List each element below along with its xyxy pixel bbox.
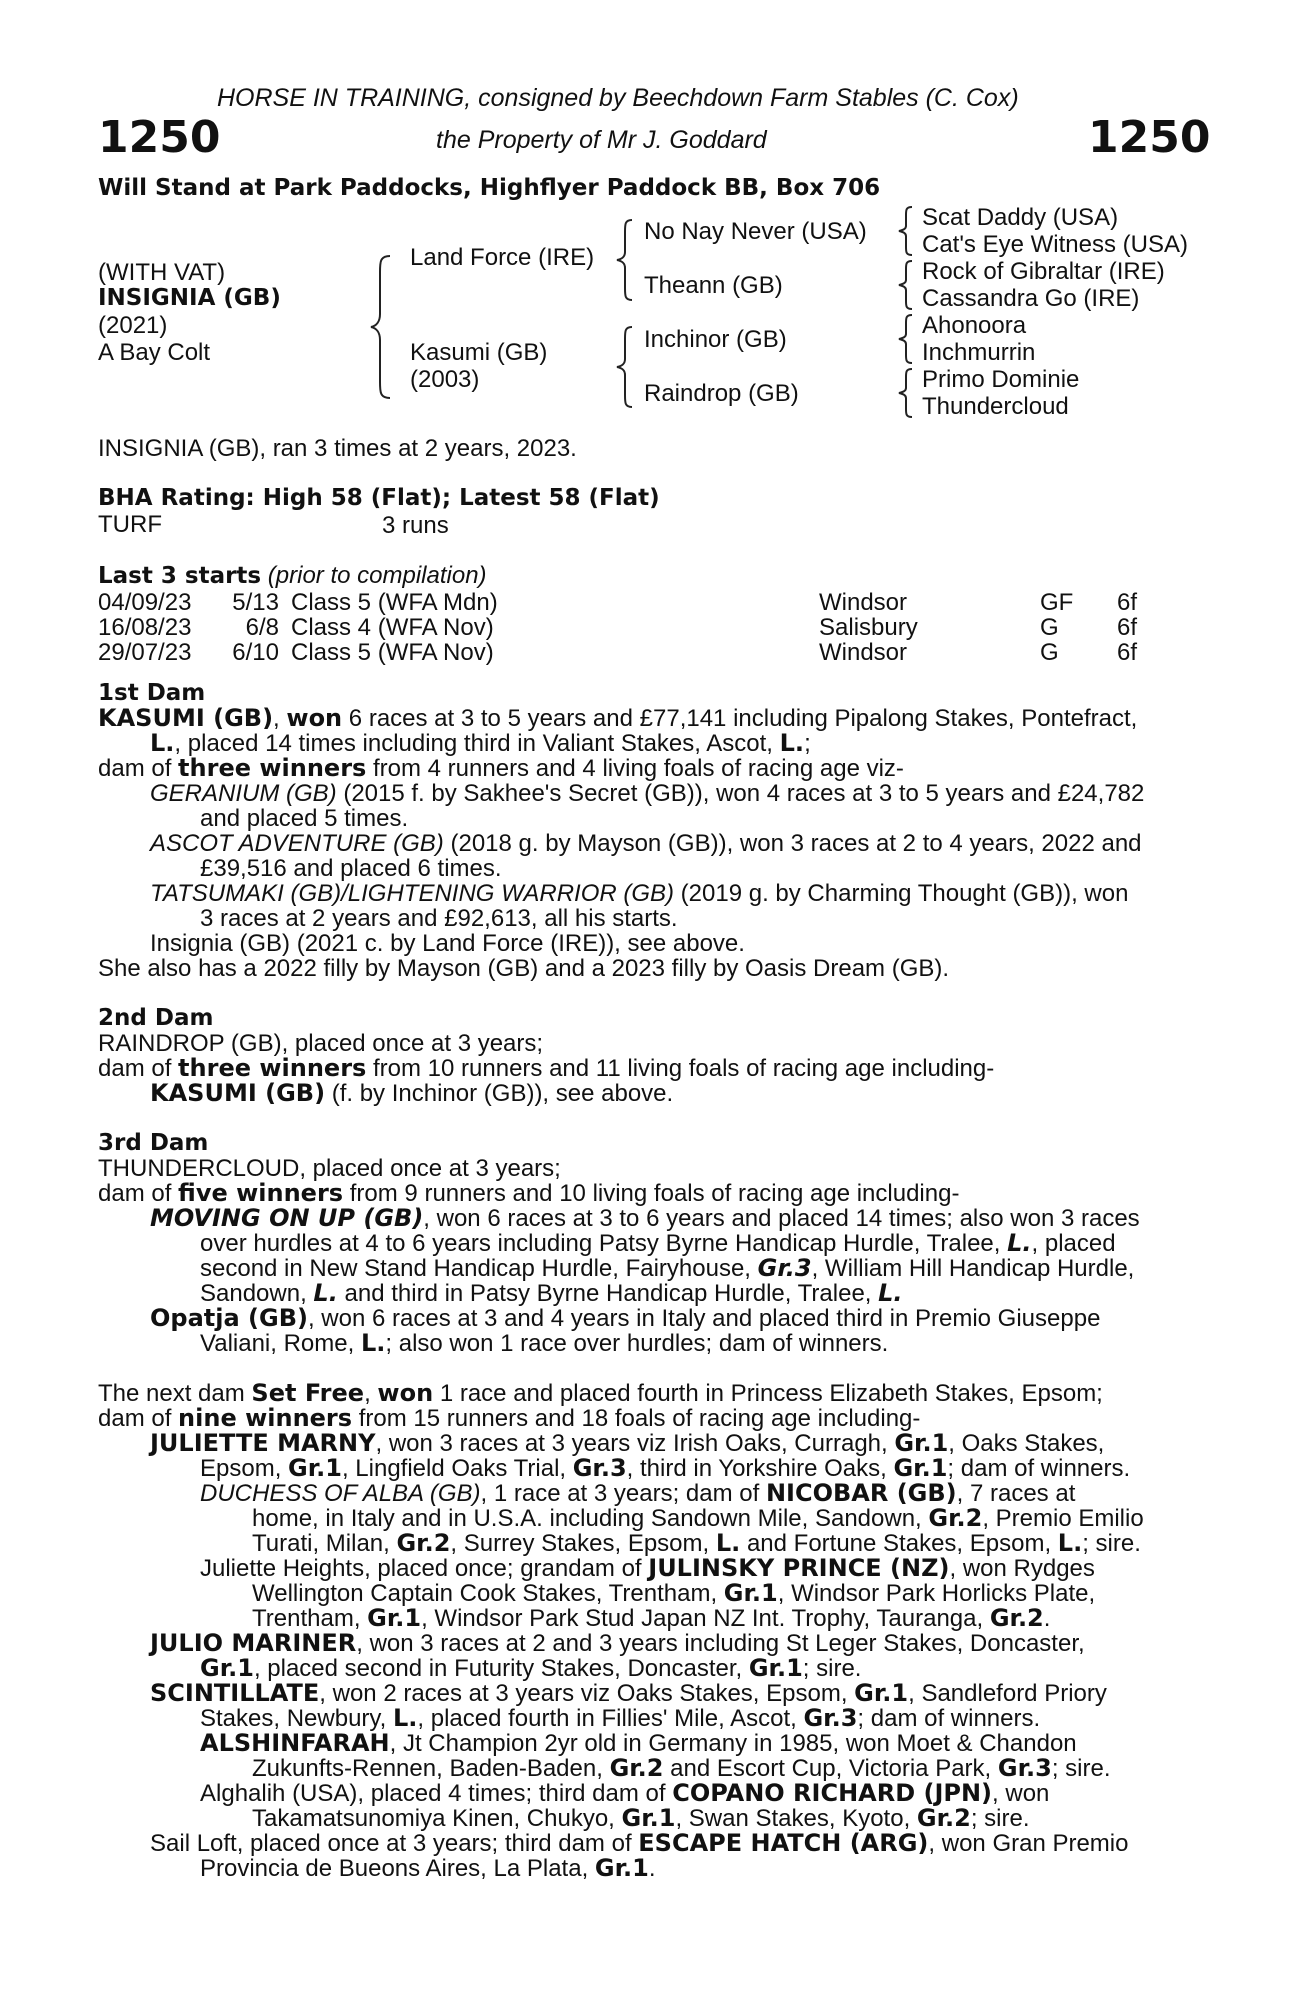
sire-dam-brace	[368, 252, 398, 402]
start-course: Windsor	[819, 639, 908, 666]
lot-number-right: 1250	[1088, 112, 1211, 163]
start-course: Windsor	[819, 589, 908, 616]
gg-brace-1	[896, 205, 916, 257]
gg-brace-2	[896, 259, 916, 311]
text-line: Insignia (GB) (2021 c. by Land Force (IRE)), see above.	[150, 930, 745, 957]
start-distance: 6f	[1117, 589, 1138, 616]
text-line: ALSHINFARAH, Jt Champion 2yr old in Germany in 1985, won Moet & Chandon	[200, 1729, 1077, 1757]
text-line: Stakes, Newbury, L., placed fourth in Fillies' Mile, Ascot, Gr.3; dam of winners.	[200, 1704, 1041, 1732]
text-line: She also has a 2022 filly by Mayson (GB) and a 2023 filly by Oasis Dream (GB).	[98, 955, 950, 982]
start-position: 6/8	[245, 614, 279, 641]
text-line: Valiani, Rome, L.; also won 1 race over hurdles; dam of winners.	[200, 1329, 889, 1357]
dam: Kasumi (GB)	[410, 339, 548, 366]
text-line: GERANIUM (GB) (2015 f. by Sakhee's Secret (GB)), won 4 races at 3 to 5 years and £24,782	[150, 780, 1145, 807]
start-date: 16/08/23	[98, 614, 192, 641]
start-distance: 6f	[1117, 614, 1138, 641]
great-grandparent-5: Ahonoora	[922, 312, 1027, 339]
text-line: DUCHESS OF ALBA (GB), 1 race at 3 years; dam of NICOBAR (GB), 7 races at	[200, 1479, 1076, 1507]
start-distance: 6f	[1117, 639, 1138, 666]
text-line: 3 races at 2 years and £92,613, all his starts.	[200, 905, 678, 932]
rating-runs: 3 runs	[382, 512, 449, 539]
start-class: Class 4 (WFA Nov)	[291, 614, 494, 641]
great-grandparent-4: Cassandra Go (IRE)	[922, 285, 1140, 312]
text-line: Juliette Heights, placed once; grandam of JULINSKY PRINCE (NZ), won Rydges	[200, 1554, 1095, 1582]
sire-dam: Theann (GB)	[644, 272, 783, 299]
text-line: Wellington Captain Cook Stakes, Trentham, Gr.1, Windsor Park Horlicks Plate,	[252, 1579, 1096, 1607]
great-grandparent-3: Rock of Gibraltar (IRE)	[922, 258, 1165, 285]
text-line: and placed 5 times.	[200, 805, 409, 832]
dam-dam: Raindrop (GB)	[644, 380, 799, 407]
gg-brace-4	[896, 367, 916, 419]
sire-parents-brace	[614, 218, 636, 302]
text-line: second in New Stand Handicap Hurdle, Fairyhouse, Gr.3, William Hill Handicap Hurdle,	[200, 1254, 1135, 1282]
lot-number-left: 1250	[98, 112, 221, 163]
text-line: dam of five winners from 9 runners and 10 living foals of racing age including-	[98, 1179, 960, 1207]
property-line: the Property of Mr J. Goddard	[436, 126, 767, 154]
text-line: dam of nine winners from 15 runners and 18 foals of racing age including-	[98, 1404, 921, 1432]
horse-year: (2021)	[98, 312, 168, 339]
text-line: Takamatsunomiya Kinen, Chukyo, Gr.1, Swan Stakes, Kyoto, Gr.2; sire.	[252, 1804, 1030, 1832]
second-dam-heading: 2nd Dam	[98, 1005, 214, 1031]
text-line: Sail Loft, placed once at 3 years; third dam of ESCAPE HATCH (ARG), won Gran Premio	[150, 1829, 1129, 1857]
rating-title: BHA Rating: High 58 (Flat); Latest 58 (Flat)	[98, 485, 660, 511]
horse-name: INSIGNIA (GB)	[98, 285, 281, 311]
text-line: The next dam Set Free, won 1 race and placed fourth in Princess Elizabeth Stakes, Epsom;	[98, 1379, 1103, 1407]
text-line: RAINDROP (GB), placed once at 3 years;	[98, 1030, 544, 1057]
vat-note: (WITH VAT)	[98, 259, 226, 286]
text-line: Provincia de Bueons Aires, La Plata, Gr.1.	[200, 1854, 656, 1882]
start-date: 04/09/23	[98, 589, 192, 616]
race-summary: INSIGNIA (GB), ran 3 times at 2 years, 2023.	[98, 435, 577, 462]
text-line: Sandown, L. and third in Patsy Byrne Handicap Hurdle, Tralee, L.	[200, 1279, 903, 1307]
great-grandparent-2: Cat's Eye Witness (USA)	[922, 231, 1188, 258]
text-line: SCINTILLATE, won 2 races at 3 years viz Oaks Stakes, Epsom, Gr.1, Sandleford Priory	[150, 1679, 1107, 1707]
text-line: THUNDERCLOUD, placed once at 3 years;	[98, 1155, 561, 1182]
third-dam-heading: 3rd Dam	[98, 1130, 209, 1156]
start-date: 29/07/23	[98, 639, 192, 666]
text-line: KASUMI (GB) (f. by Inchinor (GB)), see above.	[150, 1079, 674, 1107]
start-going: GF	[1040, 589, 1074, 616]
start-going: G	[1040, 639, 1059, 666]
text-line: L., placed 14 times including third in Valiant Stakes, Ascot, L.;	[150, 729, 811, 757]
great-grandparent-8: Thundercloud	[922, 393, 1069, 420]
text-line: MOVING ON UP (GB), won 6 races at 3 to 6 years and placed 14 times; also won 3 races	[150, 1204, 1140, 1232]
text-line: Trentham, Gr.1, Windsor Park Stud Japan NZ Int. Trophy, Tauranga, Gr.2.	[252, 1604, 1051, 1632]
sire: Land Force (IRE)	[410, 244, 595, 271]
sire-sire: No Nay Never (USA)	[644, 218, 867, 245]
horse-description: A Bay Colt	[98, 339, 211, 366]
text-line: Alghalih (USA), placed 4 times; third dam of COPANO RICHARD (JPN), won	[200, 1779, 1050, 1807]
dam-sire: Inchinor (GB)	[644, 326, 787, 353]
starts-heading: Last 3 starts (prior to compilation)	[98, 562, 487, 589]
text-line: Zukunfts-Rennen, Baden-Baden, Gr.2 and Escort Cup, Victoria Park, Gr.3; sire.	[252, 1754, 1111, 1782]
text-line: dam of three winners from 4 runners and 4 living foals of racing age viz-	[98, 754, 904, 782]
first-dam-heading: 1st Dam	[98, 680, 206, 706]
gg-brace-3	[896, 313, 916, 365]
text-line: ASCOT ADVENTURE (GB) (2018 g. by Mayson (GB)), won 3 races at 2 to 4 years, 2022 and	[150, 830, 1142, 857]
text-line: home, in Italy and in U.S.A. including Sandown Mile, Sandown, Gr.2, Premio Emilio	[252, 1504, 1144, 1532]
great-grandparent-1: Scat Daddy (USA)	[922, 204, 1119, 231]
text-line: JULIETTE MARNY, won 3 races at 3 years viz Irish Oaks, Curragh, Gr.1, Oaks Stakes,	[150, 1429, 1105, 1457]
start-going: G	[1040, 614, 1059, 641]
start-course: Salisbury	[819, 614, 918, 641]
text-line: Turati, Milan, Gr.2, Surrey Stakes, Epsom, L. and Fortune Stakes, Epsom, L.; sire.	[252, 1529, 1141, 1557]
text-line: over hurdles at 4 to 6 years including Patsy Byrne Handicap Hurdle, Tralee, L., placed	[200, 1229, 1116, 1257]
text-line: JULIO MARINER, won 3 races at 2 and 3 years including St Leger Stakes, Doncaster,	[150, 1629, 1085, 1657]
text-line: £39,516 and placed 6 times.	[200, 855, 502, 882]
text-line: Epsom, Gr.1, Lingfield Oaks Trial, Gr.3, third in Yorkshire Oaks, Gr.1; dam of winners.	[200, 1454, 1131, 1482]
dam-parents-brace	[614, 325, 636, 409]
rating-surface: TURF	[98, 511, 162, 538]
dam-year: (2003)	[410, 366, 480, 393]
stand-line: Will Stand at Park Paddocks, Highflyer Paddock BB, Box 706	[98, 175, 881, 201]
start-position: 5/13	[232, 589, 279, 616]
start-class: Class 5 (WFA Nov)	[291, 639, 494, 666]
text-line: Opatja (GB), won 6 races at 3 and 4 years in Italy and placed third in Premio Giuseppe	[150, 1304, 1101, 1332]
text-line: TATSUMAKI (GB)/LIGHTENING WARRIOR (GB) (2019 g. by Charming Thought (GB)), won	[150, 880, 1129, 907]
great-grandparent-6: Inchmurrin	[922, 339, 1036, 366]
text-line: Gr.1, placed second in Futurity Stakes, Doncaster, Gr.1; sire.	[200, 1654, 862, 1682]
text-line: dam of three winners from 10 runners and 11 living foals of racing age including-	[98, 1054, 995, 1082]
start-class: Class 5 (WFA Mdn)	[291, 589, 498, 616]
start-position: 6/10	[232, 639, 279, 666]
text-line: KASUMI (GB), won 6 races at 3 to 5 years and £77,141 including Pipalong Stakes, Pontefract,	[98, 704, 1138, 732]
great-grandparent-7: Primo Dominie	[922, 366, 1080, 393]
consignment-line: HORSE IN TRAINING, consigned by Beechdown Farm Stables (C. Cox)	[217, 84, 1019, 112]
